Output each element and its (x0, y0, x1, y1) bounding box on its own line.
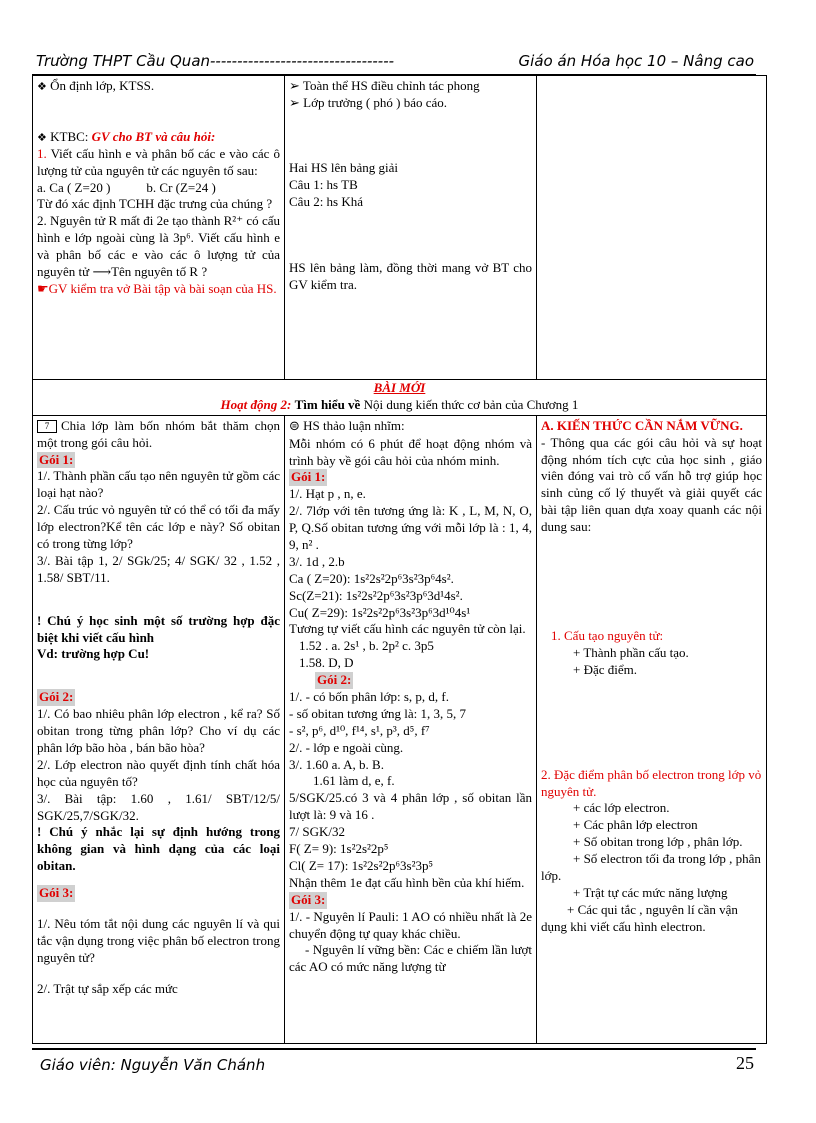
b4: 2/. - lớp e ngoài cùng. (289, 739, 404, 755)
teacher-group-cell (33, 415, 285, 1043)
section-2d: + Số electron tối đa trong lớp , phân lớp. (541, 851, 761, 884)
config-sc: Sc(Z=21): 1s²2s²2p⁶3s²3p⁶3d¹4s². (289, 587, 463, 603)
knowledge-title: A. KIẾN THỨC CẦN NẮM VỮNG. (541, 417, 743, 433)
section-1: 1. Cấu tạo nguyên tử: (551, 628, 664, 644)
diamond-bullet-icon: ❖ (37, 80, 47, 93)
question-2: 2. Nguyên tử R mất đi 2e tạo thành R²⁺ có cấu hình e lớp ngoài cùng là 3p⁶. Viết cấu hình e và phân bố các e vào các ô lượng tử của nguyên tử (37, 213, 280, 280)
knowledge-intro: - Thông qua các gói câu hỏi và sự hoạt động nhóm tích cực của học sinh , giáo viên đóng vai trò cố vấn hỗ trợ giúp học sinh củng cố lý thuyết và giải quyết các bài tập liên quan dựa xoay quanh các nội dung sau: (541, 434, 762, 535)
question-1: Viết cấu hình e và phân bố các e vào các ô lượng tử của nguyên tử các nguyên tố sau: (37, 145, 280, 178)
arrow-right-icon: ⟶ (92, 264, 112, 280)
student-line-2: Lớp trưởng ( phó ) báo cáo. (303, 94, 448, 110)
b5: 3/. 1.60 a. A, b. B. (289, 756, 384, 772)
activity-bold: Tìm hiểu về (294, 396, 361, 412)
group-1-label: Gói 1: (39, 451, 74, 467)
section-2a: + các lớp electron. (573, 800, 670, 816)
question-1b: b. Cr (Z=24 ) (146, 179, 216, 195)
question-1a: a. Ca ( Z=20 ) (37, 179, 111, 195)
teacher-name: Giáo viên: Nguyễn Văn Chánh (40, 1056, 266, 1074)
a3: 3/. 1d , 2.b (289, 553, 345, 569)
g2-q2: 2/. Lớp electron nào quyết định tính chất hóa học của nguyên tố? (37, 756, 280, 789)
c1: 1/. - Nguyên lí Pauli: 1 AO có nhiều nhất là 2e chuyển động tự quay khác chiều. (289, 908, 532, 941)
section-2: 2. Đặc điểm phân bố electron trong lớp vỏ nguyên tử. (541, 766, 762, 799)
a152: 1.52 . a. 2s¹ , b. 2p² c. 3p5 (299, 638, 434, 654)
dice-icon: 7 (37, 420, 57, 433)
knowledge-cell (537, 415, 767, 1043)
b10: Cl( Z= 17): 1s²2s²2p⁶3s²3p⁵ (289, 857, 434, 873)
student-activity-cell (285, 76, 537, 380)
page-header (32, 50, 756, 76)
b1: 1/. - có bốn phân lớp: s, p, d, f. (289, 689, 449, 705)
row-new-lesson (33, 380, 767, 416)
discussion-icon: ⊜ (289, 418, 300, 434)
question-2-end: Tên nguyên tố R ? (111, 264, 208, 280)
g1-q1: 1/. Thành phần cấu tạo nên nguyên tử gồm các loại hạt nào? (37, 468, 280, 501)
b6: 1.61 làm d, e, f. (313, 773, 395, 789)
g1-q3: 3/. Bài tập 1, 2/ SGk/25; 4/ SGK/ 32 , 1.52 , 1.58/ SBT/11. (37, 552, 280, 585)
section-2f: + Các qui tắc , nguyên lí cần vận dụng khi viết cấu hình electron. (541, 901, 738, 934)
section-2b: + Các phân lớp electron (573, 817, 698, 833)
student-line-5: Câu 2: hs Khá (289, 193, 364, 209)
b7: 5/SGK/25.có 3 và 4 phân lớp , số obitan lần lượt là: 9 và 16 . (289, 790, 532, 823)
b9: F( Z= 9): 1s²2s²2p⁵ (289, 841, 389, 857)
a2: 2/. 7lớp với tên tương ứng là: K , L, M, N, O, P, Q.Số obitan tương ứng với mỗi lớp là : 1, 4, 9, n² . (289, 503, 532, 553)
g2-q3: 3/. Bài tập: 1.60 , 1.61/ SBT/12/5/ SGK/25,7/SGK/32. (37, 790, 280, 823)
row-intro (33, 76, 767, 380)
ktbc-label: KTBC: (50, 128, 89, 144)
b3: - s², p⁶, d¹⁰, f¹⁴, s¹, p³, d⁵, f⁷ (289, 722, 430, 738)
new-lesson-title: BÀI MỚI (373, 380, 426, 395)
arrow-bullet-icon: ➢ (289, 94, 300, 110)
page-number: 25 (736, 1053, 754, 1073)
arrow-bullet-icon: ➢ (289, 78, 300, 93)
note-2: ! Chú ý nhắc lại sự định hướng trong không gian và hình dạng của các loại obitan. (37, 824, 280, 874)
student-group-cell (285, 415, 537, 1043)
lesson-table (32, 75, 767, 1044)
page-footer (32, 1048, 756, 1080)
diamond-bullet-icon: ❖ (37, 130, 47, 144)
teacher-activity-cell (33, 76, 285, 380)
g3-q2: 2/. Trật tự sắp xếp các mức (37, 980, 178, 996)
config-ca: Ca ( Z=20): 1s²2s²2p⁶3s²3p⁶4s². (289, 570, 454, 586)
a1: 1/. Hạt p , n, e. (289, 486, 366, 502)
b11: Nhận thêm 1e đạt cấu hình bền của khí hiếm. (289, 874, 525, 890)
section-2c: + Số obitan trong lớp , phân lớp. (573, 834, 743, 850)
student-line-4: Câu 1: hs TB (289, 176, 358, 192)
school-name: Trường THPT Cầu Quan---------------------------------- (36, 52, 395, 70)
student-line-6: HS lên bảng làm, đồng thời mang vở BT cho GV kiểm tra. (289, 260, 532, 293)
student-line-1: Toàn thể HS điều chỉnh tác phong (302, 78, 480, 93)
student-line-3: Hai HS lên bảng giải (289, 159, 399, 175)
c2: - Nguyên lí vững bền: Các e chiếm lần lượt các AO có mức năng lượng từ (289, 942, 532, 975)
note-1: ! Chú ý học sinh một số trường hợp đặc biệt khi viết cấu hình (37, 612, 280, 645)
g3-q1: 1/. Nêu tóm tắt nội dung các nguyên lí và qui tắc vận dụng trong việc phân bố electron trong nguyên tử? (37, 916, 280, 965)
class-setup: Ổn định lớp, KTSS. (50, 78, 155, 93)
discussion-title: HS thảo luận nhĩm: (303, 417, 405, 433)
hand-pointer-icon: ☛ (37, 280, 49, 296)
activity-title: Nội dung kiến thức cơ bản của Chương 1 (363, 396, 579, 412)
group-2-label: Gói 2: (39, 689, 74, 705)
document-title: Giáo án Hóa học 10 – Nâng cao (518, 52, 754, 70)
activity-label: Hoạt động 2: (220, 396, 292, 412)
g2-q1: 1/. Có bao nhiêu phân lớp electron , kể ra? Số obitan trong từng phân lớp? Cho ví dụ các phân lớp bão hòa , bán bão hòa? (37, 706, 280, 756)
question-1-number: 1. (37, 145, 47, 161)
section-1b: + Đặc điểm. (573, 661, 638, 677)
discussion-desc: Mỗi nhóm có 6 phút để hoạt động nhóm và trình bày về gói câu hỏi của nhóm minh. (289, 435, 532, 468)
a158: 1.58. D, D (299, 655, 354, 671)
answer-group-3-label: Gói 3: (291, 891, 326, 907)
content-cell (537, 76, 767, 380)
b2: - số obitan tương ứng là: 1, 3, 5, 7 (289, 705, 466, 721)
answer-group-1-label: Gói 1: (291, 469, 326, 485)
section-1a: + Thành phần cấu tạo. (573, 644, 689, 660)
config-cu: Cu( Z=29): 1s²2s²2p⁶3s²3p⁶3d¹⁰4s¹ (289, 604, 471, 620)
b8: 7/ SGK/32 (289, 824, 345, 840)
answer-group-2-label: Gói 2: (317, 672, 352, 688)
note-1b: Vd: trường hợp Cu! (37, 646, 150, 662)
g1-q2: 2/. Cấu trúc vỏ nguyên tử có thể có tối đa mấy lớp electron?Kể tên các lớp e này? Số obitan có trong từng lớp? (37, 502, 280, 552)
group-intro: Chia lớp làm bốn nhóm bắt thăm chọn một trong gói câu hỏi. (37, 417, 280, 450)
section-2e: + Trật tự các mức năng lượng (573, 884, 728, 900)
question-1c: Từ đó xác định TCHH đặc trưng của chúng ? (37, 196, 273, 212)
row-groups (33, 415, 767, 1043)
teacher-check: GV kiểm tra vở Bài tập và bài soạn của HS. (48, 280, 277, 296)
similar-note: Tương tự viết cấu hình các nguyên tử còn lại. (289, 621, 526, 637)
group-3-label: Gói 3: (39, 885, 74, 901)
ktbc-instruction: GV cho BT và câu hỏi: (91, 128, 216, 144)
